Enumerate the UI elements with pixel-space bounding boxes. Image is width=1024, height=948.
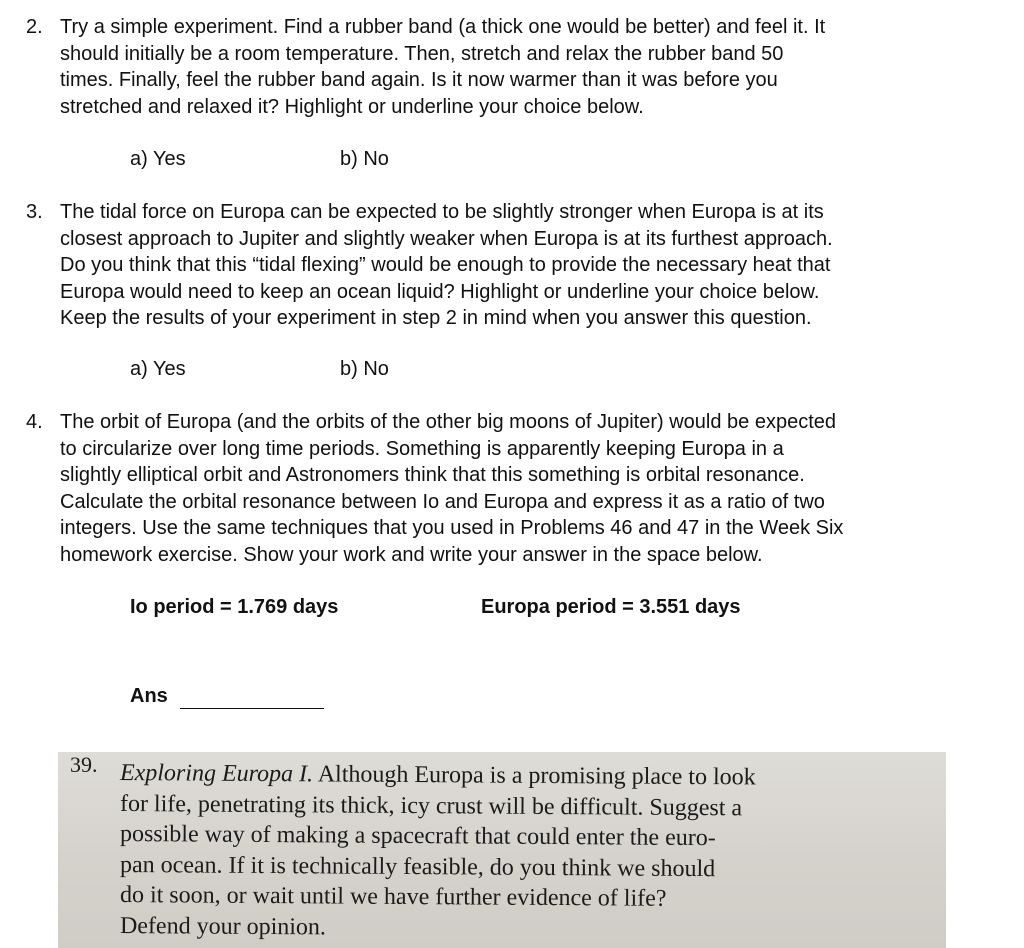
q3-choice-b[interactable]: b) No <box>340 358 389 380</box>
problem-title: Exploring Europa I. <box>119 760 314 788</box>
text-line: Do you think that this “tidal flexing” would be enough to provide the necessary heat that <box>60 254 831 276</box>
question-text <box>60 199 920 332</box>
answer-label: Ans <box>130 685 168 707</box>
text-line: Defend your opinion. <box>119 912 327 940</box>
europa-period: Europa period = 3.551 days <box>481 596 741 618</box>
text-line: to circularize over long time periods. Something is apparently keeping Europa in a <box>60 437 784 460</box>
text-line: The orbit of Europa (and the orbits of the other big moons of Jupiter) would be expected <box>60 411 837 433</box>
text-line: times. Finally, feel the rubber band again. Is it now warmer than it was before you <box>60 69 778 91</box>
text-line: closest approach to Jupiter and slightly weaker when Europa is at its furthest approach. <box>60 227 833 250</box>
q3-choice-a[interactable]: a) Yes <box>130 358 186 380</box>
text-line: possible way of making a spacecraft that could enter the euro- <box>119 821 716 852</box>
text-line: The tidal force on Europa can be expected to be slightly stronger when Europa is at its <box>60 201 824 223</box>
io-period: Io period = 1.769 days <box>130 596 339 618</box>
text-line: homework exercise. Show your work and write your answer in the space below. <box>60 543 763 566</box>
text-line: Calculate the orbital resonance between Io and Europa and express it as a ratio of two <box>60 490 825 513</box>
text-line: do it soon, or wait until we have further evidence of life? <box>119 882 667 912</box>
text-line: Keep the results of your experiment in step 2 in mind when you answer this question. <box>60 307 812 329</box>
text-line: integers. Use the same techniques that you used in Problems 46 and 47 in the Week Six <box>60 517 844 539</box>
text-line: slightly elliptical orbit and Astronomers think that this something is orbital resonance. <box>60 464 805 486</box>
problem-text <box>120 758 920 941</box>
text-line: Europa would need to keep an ocean liquid? Highlight or underline your choice below. <box>60 280 820 303</box>
text-line: for life, penetrating its thick, icy crust will be difficult. Suggest a <box>119 790 743 821</box>
q2-choice-a[interactable]: a) Yes <box>130 148 186 170</box>
text-line <box>120 758 920 794</box>
problem-number: 39. <box>70 752 98 777</box>
text-line-rest: Although Europa is a promising place to look <box>313 761 756 791</box>
question-number: 4. <box>26 411 43 433</box>
question-text <box>60 409 920 568</box>
answer-blank[interactable] <box>180 708 324 709</box>
question-number: 3. <box>26 201 43 223</box>
textbook-excerpt <box>58 752 946 948</box>
text-line: Try a simple experiment. Find a rubber band (a thick one would be better) and feel it. It <box>60 16 826 38</box>
text-line: pan ocean. If it is technically feasible, do you think we should <box>119 851 716 882</box>
q2-choice-b[interactable]: b) No <box>340 148 389 170</box>
question-number: 2. <box>26 16 43 38</box>
text-line: stretched and relaxed it? Highlight or underline your choice below. <box>60 95 644 118</box>
text-line: should initially be a room temperature. Then, stretch and relax the rubber band 50 <box>60 42 784 65</box>
question-text <box>60 14 920 120</box>
